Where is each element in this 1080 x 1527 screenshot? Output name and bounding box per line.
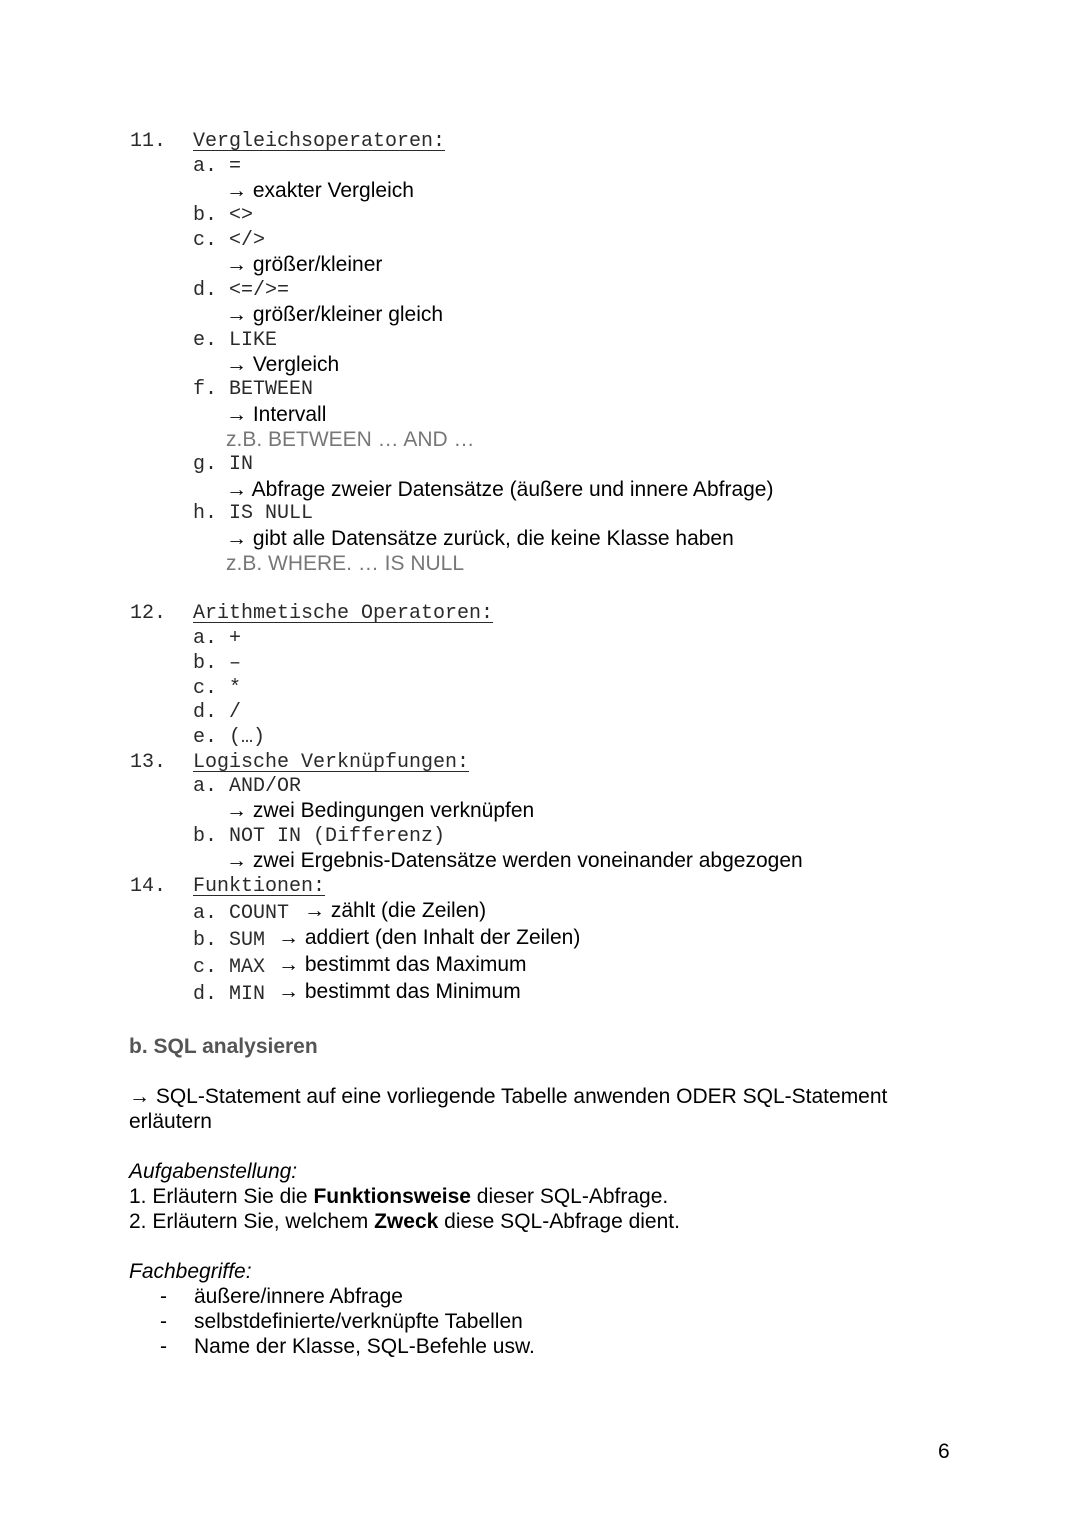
term-item: Name der Klasse, SQL-Befehle usw. — [194, 1335, 535, 1358]
section-12-title: Arithmetische Operatoren: — [193, 602, 494, 625]
task-1 — [129, 1185, 668, 1209]
s11-item-e-desc: → Vergleich — [226, 353, 340, 376]
task-1-bold: Funktionsweise — [313, 1185, 471, 1208]
s13-item-b-desc: → zwei Ergebnis-Datensätze werden voneinander abgezogen — [226, 849, 803, 872]
task-2 — [129, 1210, 680, 1234]
task-2-pre: 2. Erläutern Sie, welchem — [129, 1210, 375, 1233]
s14-item-b-desc: → addiert (den Inhalt der Zeilen) — [278, 926, 581, 949]
s13-item-a-desc: → zwei Bedingungen verknüpfen — [226, 799, 535, 822]
terms-label: Fachbegriffe: — [129, 1260, 252, 1283]
s14-item-c: c. MAX — [193, 956, 266, 979]
s11-item-c-desc: → größer/kleiner — [226, 253, 383, 276]
term-bullet: - — [160, 1310, 167, 1333]
s11-item-d-desc: → größer/kleiner gleich — [226, 303, 444, 326]
s12-item-b: b. – — [193, 652, 242, 675]
task-2-bold: Zweck — [374, 1210, 439, 1233]
s11-item-f-desc: → Intervall — [226, 403, 327, 426]
analyse-heading: b. SQL analysieren — [129, 1035, 318, 1058]
s14-item-d: d. MIN — [193, 983, 266, 1006]
term-item: selbstdefinierte/verknüpfte Tabellen — [194, 1310, 523, 1333]
section-14-number: 14. — [130, 875, 167, 898]
section-11-number: 11. — [130, 130, 167, 153]
s11-item-c: c. </> — [193, 229, 266, 252]
section-11-title: Vergleichsoperatoren: — [193, 130, 446, 153]
s11-item-f-example: z.B. BETWEEN … AND … — [226, 428, 475, 451]
analyse-intro-line1: → SQL-Statement auf eine vorliegende Tabelle anwenden ODER SQL-Statement — [129, 1085, 888, 1108]
s11-item-a: a. = — [193, 155, 242, 178]
task-1-post: dieser SQL-Abfrage. — [470, 1185, 669, 1208]
term-bullet: - — [160, 1285, 167, 1308]
s11-item-f: f. BETWEEN — [193, 378, 314, 401]
s13-item-a: a. AND/OR — [193, 775, 302, 798]
s11-item-g-desc: → Abfrage zweier Datensätze (äußere und innere Abfrage) — [226, 478, 774, 501]
s11-item-h: h. IS NULL — [193, 502, 314, 525]
term-bullet: - — [160, 1335, 167, 1358]
s12-item-c: c. * — [193, 677, 242, 700]
page-number: 6 — [938, 1440, 950, 1463]
s11-item-h-desc: → gibt alle Datensätze zurück, die keine Klasse haben — [226, 527, 734, 550]
section-13-number: 13. — [130, 751, 167, 774]
task-label: Aufgabenstellung: — [129, 1160, 298, 1183]
s14-item-a-desc: → zählt (die Zeilen) — [304, 899, 487, 922]
section-13-title: Logische Verknüpfungen: — [193, 751, 470, 774]
s11-item-a-desc: → exakter Vergleich — [226, 179, 414, 202]
section-14-title: Funktionen: — [193, 875, 326, 898]
s14-item-a: a. COUNT — [193, 902, 290, 925]
task-1-pre: 1. Erläutern Sie die — [129, 1185, 314, 1208]
s13-item-b: b. NOT IN (Differenz) — [193, 825, 446, 848]
s12-item-a: a. + — [193, 627, 242, 650]
s11-item-e: e. LIKE — [193, 329, 278, 352]
section-12-number: 12. — [130, 602, 167, 625]
s14-item-d-desc: → bestimmt das Minimum — [278, 980, 521, 1003]
s12-item-d: d. / — [193, 701, 242, 724]
term-item: äußere/innere Abfrage — [194, 1285, 403, 1308]
s14-item-c-desc: → bestimmt das Maximum — [278, 953, 527, 976]
s11-item-h-example: z.B. WHERE. … IS NULL — [226, 552, 465, 575]
task-2-post: diese SQL-Abfrage dient. — [438, 1210, 680, 1233]
s14-item-b: b. SUM — [193, 929, 266, 952]
analyse-intro-line2: erläutern — [129, 1110, 212, 1133]
s11-item-g: g. IN — [193, 453, 254, 476]
s11-item-b: b. <> — [193, 204, 254, 227]
s11-item-d: d. <=/>= — [193, 279, 290, 302]
s12-item-e: e. (…) — [193, 726, 266, 749]
